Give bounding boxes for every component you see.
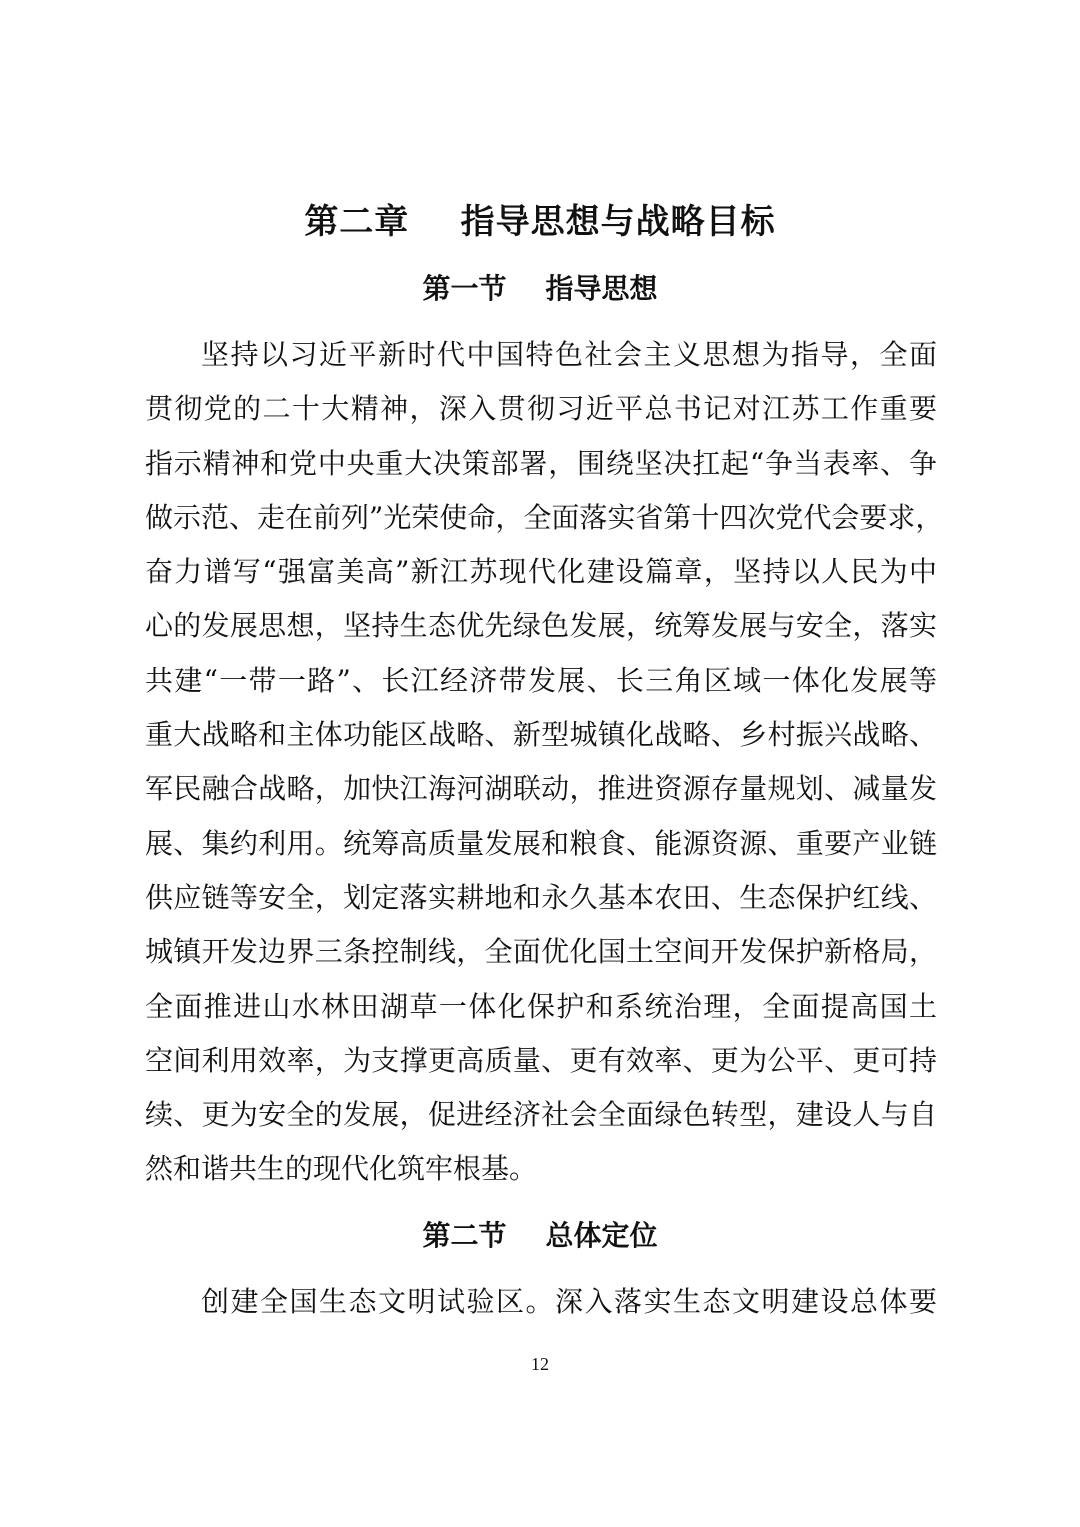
page-number: 12 bbox=[531, 1354, 549, 1374]
text-line: 共建“一带一路”、长江经济带发展、长三角区域一体化发展等 bbox=[145, 663, 937, 697]
text-line: 创建全国生态文明试验区。深入落实生态文明建设总体要 bbox=[201, 1285, 937, 1318]
text-line: 空间利用效率，为支撑更高质量、更有效率、更为公平、更可持 bbox=[145, 1043, 937, 1077]
text-line: 城镇开发边界三条控制线，全面优化国土空间开发保护新格局， bbox=[145, 935, 937, 969]
paragraph-guiding-ideology bbox=[145, 328, 944, 1197]
text-line: 心的发展思想，坚持生态优先绿色发展，统筹发展与安全，落实 bbox=[145, 609, 937, 643]
text-line: 全面推进山水林田湖草一体化保护和系统治理，全面提高国土 bbox=[145, 989, 937, 1023]
text-line: 做示范、走在前列”光荣使命，全面落实省第十四次党代会要求， bbox=[145, 500, 944, 534]
text-line: 展、集约利用。统筹高质量发展和粮食、能源资源、重要产业链 bbox=[145, 826, 937, 860]
section-title-overall-positioning: 第二节 总体定位 bbox=[422, 1219, 658, 1252]
text-line: 供应链等安全，划定落实耕地和永久基本农田、生态保护红线、 bbox=[145, 880, 937, 914]
text-line: 贯彻党的二十大精神，深入贯彻习近平总书记对江苏工作重要 bbox=[145, 392, 937, 426]
text-line: 指示精神和党中央重大决策部署，围绕坚决扛起“争当表率、争 bbox=[145, 446, 937, 480]
text-line: 坚持以习近平新时代中国特色社会主义思想为指导，全面 bbox=[201, 338, 937, 371]
paragraph-overall-positioning bbox=[145, 1275, 937, 1329]
text-line: 续、更为安全的发展，促进经济社会全面绿色转型，建设人与自 bbox=[145, 1098, 937, 1132]
text-line: 军民融合战略，加快江海河湖联动，推进资源存量规划、减量发 bbox=[145, 772, 937, 806]
text-line: 然和谐共生的现代化筑牢根基。 bbox=[145, 1152, 538, 1186]
section-title-guiding-ideology: 第一节 指导思想 bbox=[422, 272, 658, 305]
text-line: 重大战略和主体功能区战略、新型城镇化战略、乡村振兴战略、 bbox=[145, 718, 937, 752]
chapter-title: 第二章 指导思想与战略目标 bbox=[304, 202, 776, 242]
text-line: 奋力谱写“强富美高”新江苏现代化建设篇章，坚持以人民为中 bbox=[145, 555, 937, 589]
